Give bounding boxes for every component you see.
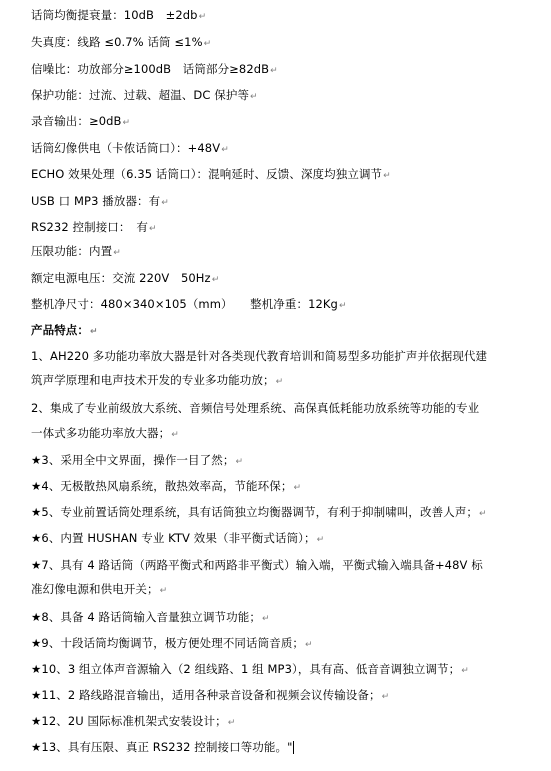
feature-8: ★8、具备 4 路话筒输入音量独立调节功能；↵ [31,610,270,624]
spec-line-rec-out: 录音输出：≥0dB↵ [31,114,131,128]
feature-11: ★11、2 路线路混音输出，适用各种录音设备和视频会议传输设备；↵ [31,688,390,702]
feature-2-line-2: 一体式多功能功率放大器；↵ [31,426,179,440]
spec-line-distortion: 失真度：线路 ≤0.7% 话筒 ≤1%↵ [31,35,212,49]
spec-line-power: 额定电源电压：交流 220V 50Hz↵ [31,271,220,285]
paragraph-mark-icon: ↵ [381,692,390,702]
spec-line-limiter: 压限功能：内置↵ [31,244,121,258]
paragraph-mark-icon: ↵ [316,535,325,545]
feature-6: ★6、内置 HUSHAN 专业 KTV 效果（非平衡式话筒）；↵ [31,531,325,545]
text-cursor [293,741,294,754]
paragraph-mark-icon: ↵ [171,430,179,440]
paragraph-mark-icon: ↵ [159,586,168,596]
paragraph-mark-icon: ↵ [122,118,131,128]
paragraph-mark-icon: ↵ [275,377,284,387]
paragraph-mark-icon: ↵ [113,248,121,258]
feature-5: ★5、专业前置话筒处理系统，具有话筒独立均衡器调节，有利于抑制啸叫，改善人声；↵ [31,505,487,519]
paragraph-mark-icon: ↵ [383,171,391,181]
paragraph-mark-icon: ↵ [235,457,244,467]
spec-line-protection: 保护功能：过流、过载、超温、DC 保护等↵ [31,88,258,102]
paragraph-mark-icon: ↵ [211,275,220,285]
paragraph-mark-icon: ↵ [198,12,207,22]
spec-line-usb: USB 口 MP3 播放器：有↵ [31,194,169,208]
paragraph-mark-icon: ↵ [227,718,236,728]
paragraph-mark-icon: ↵ [148,224,157,234]
feature-12: ★12、2U 国际标准机架式安装设计；↵ [31,714,236,728]
paragraph-mark-icon: ↵ [305,640,313,650]
paragraph-mark-icon: ↵ [221,145,229,155]
paragraph-mark-icon: ↵ [203,39,212,49]
feature-4: ★4、无极散热风扇系统，散热效率高，节能环保；↵ [31,479,302,493]
paragraph-mark-icon: ↵ [250,92,258,102]
feature-3: ★3、采用全中文界面，操作一目了然；↵ [31,453,244,467]
feature-1-line-2: 筑声学原理和电声技术开发的专业多功能功放；↵ [31,373,284,387]
feature-10: ★10、3 组立体声音源输入（2 组线路、1 组 MP3），具有高、低音音调独立调节；↵ [31,662,469,676]
paragraph-mark-icon: ↵ [479,509,487,519]
paragraph-mark-icon: ↵ [338,301,347,311]
spec-line-mic-eq: 话筒均衡提衰量：10dB ±2db↵ [31,8,207,22]
feature-13: ★13、具有压限、真正 RS232 控制接口等功能。" [31,740,293,754]
spec-line-snr: 信噪比：功放部分≥100dB 话筒部分≥82dB↵ [31,62,278,76]
feature-9: ★9、十段话筒均衡调节，极方便处理不同话筒音质；↵ [31,636,313,650]
paragraph-mark-icon: ↵ [461,666,469,676]
feature-2-line-1: 2、集成了专业前级放大系统、音频信号处理系统、高保真低耗能功放系统等功能的专业 [31,401,480,415]
paragraph-mark-icon: ↵ [270,66,278,76]
features-heading: 产品特点：↵ [31,323,98,337]
paragraph-mark-icon: ↵ [161,198,169,208]
spec-line-rs232: RS232 控制接口： 有↵ [31,220,157,234]
spec-line-phantom: 话筒幻像供电（卡侬话筒口）：+48V↵ [31,141,229,155]
feature-7-line-1: ★7、具有 4 路话筒（两路平衡式和两路非平衡式）输入端，平衡式输入端具备+48V 标 [31,558,483,572]
paragraph-mark-icon: ↵ [293,483,302,493]
spec-line-dimensions: 整机净尺寸：480×340×105（mm） 整机净重：12Kg↵ [31,297,347,311]
spec-line-echo: ECHO 效果处理（6.35 话筒口）：混响延时、反馈、深度均独立调节↵ [31,167,391,181]
feature-7-line-2: 准幻像电源和供电开关；↵ [31,582,168,596]
paragraph-mark-icon: ↵ [261,614,270,624]
paragraph-mark-icon: ↵ [90,327,98,337]
feature-1-line-1: 1、AH220 多功能功率放大器是针对各类现代教育培训和简易型多功能扩声并依据现代建 [31,349,488,363]
